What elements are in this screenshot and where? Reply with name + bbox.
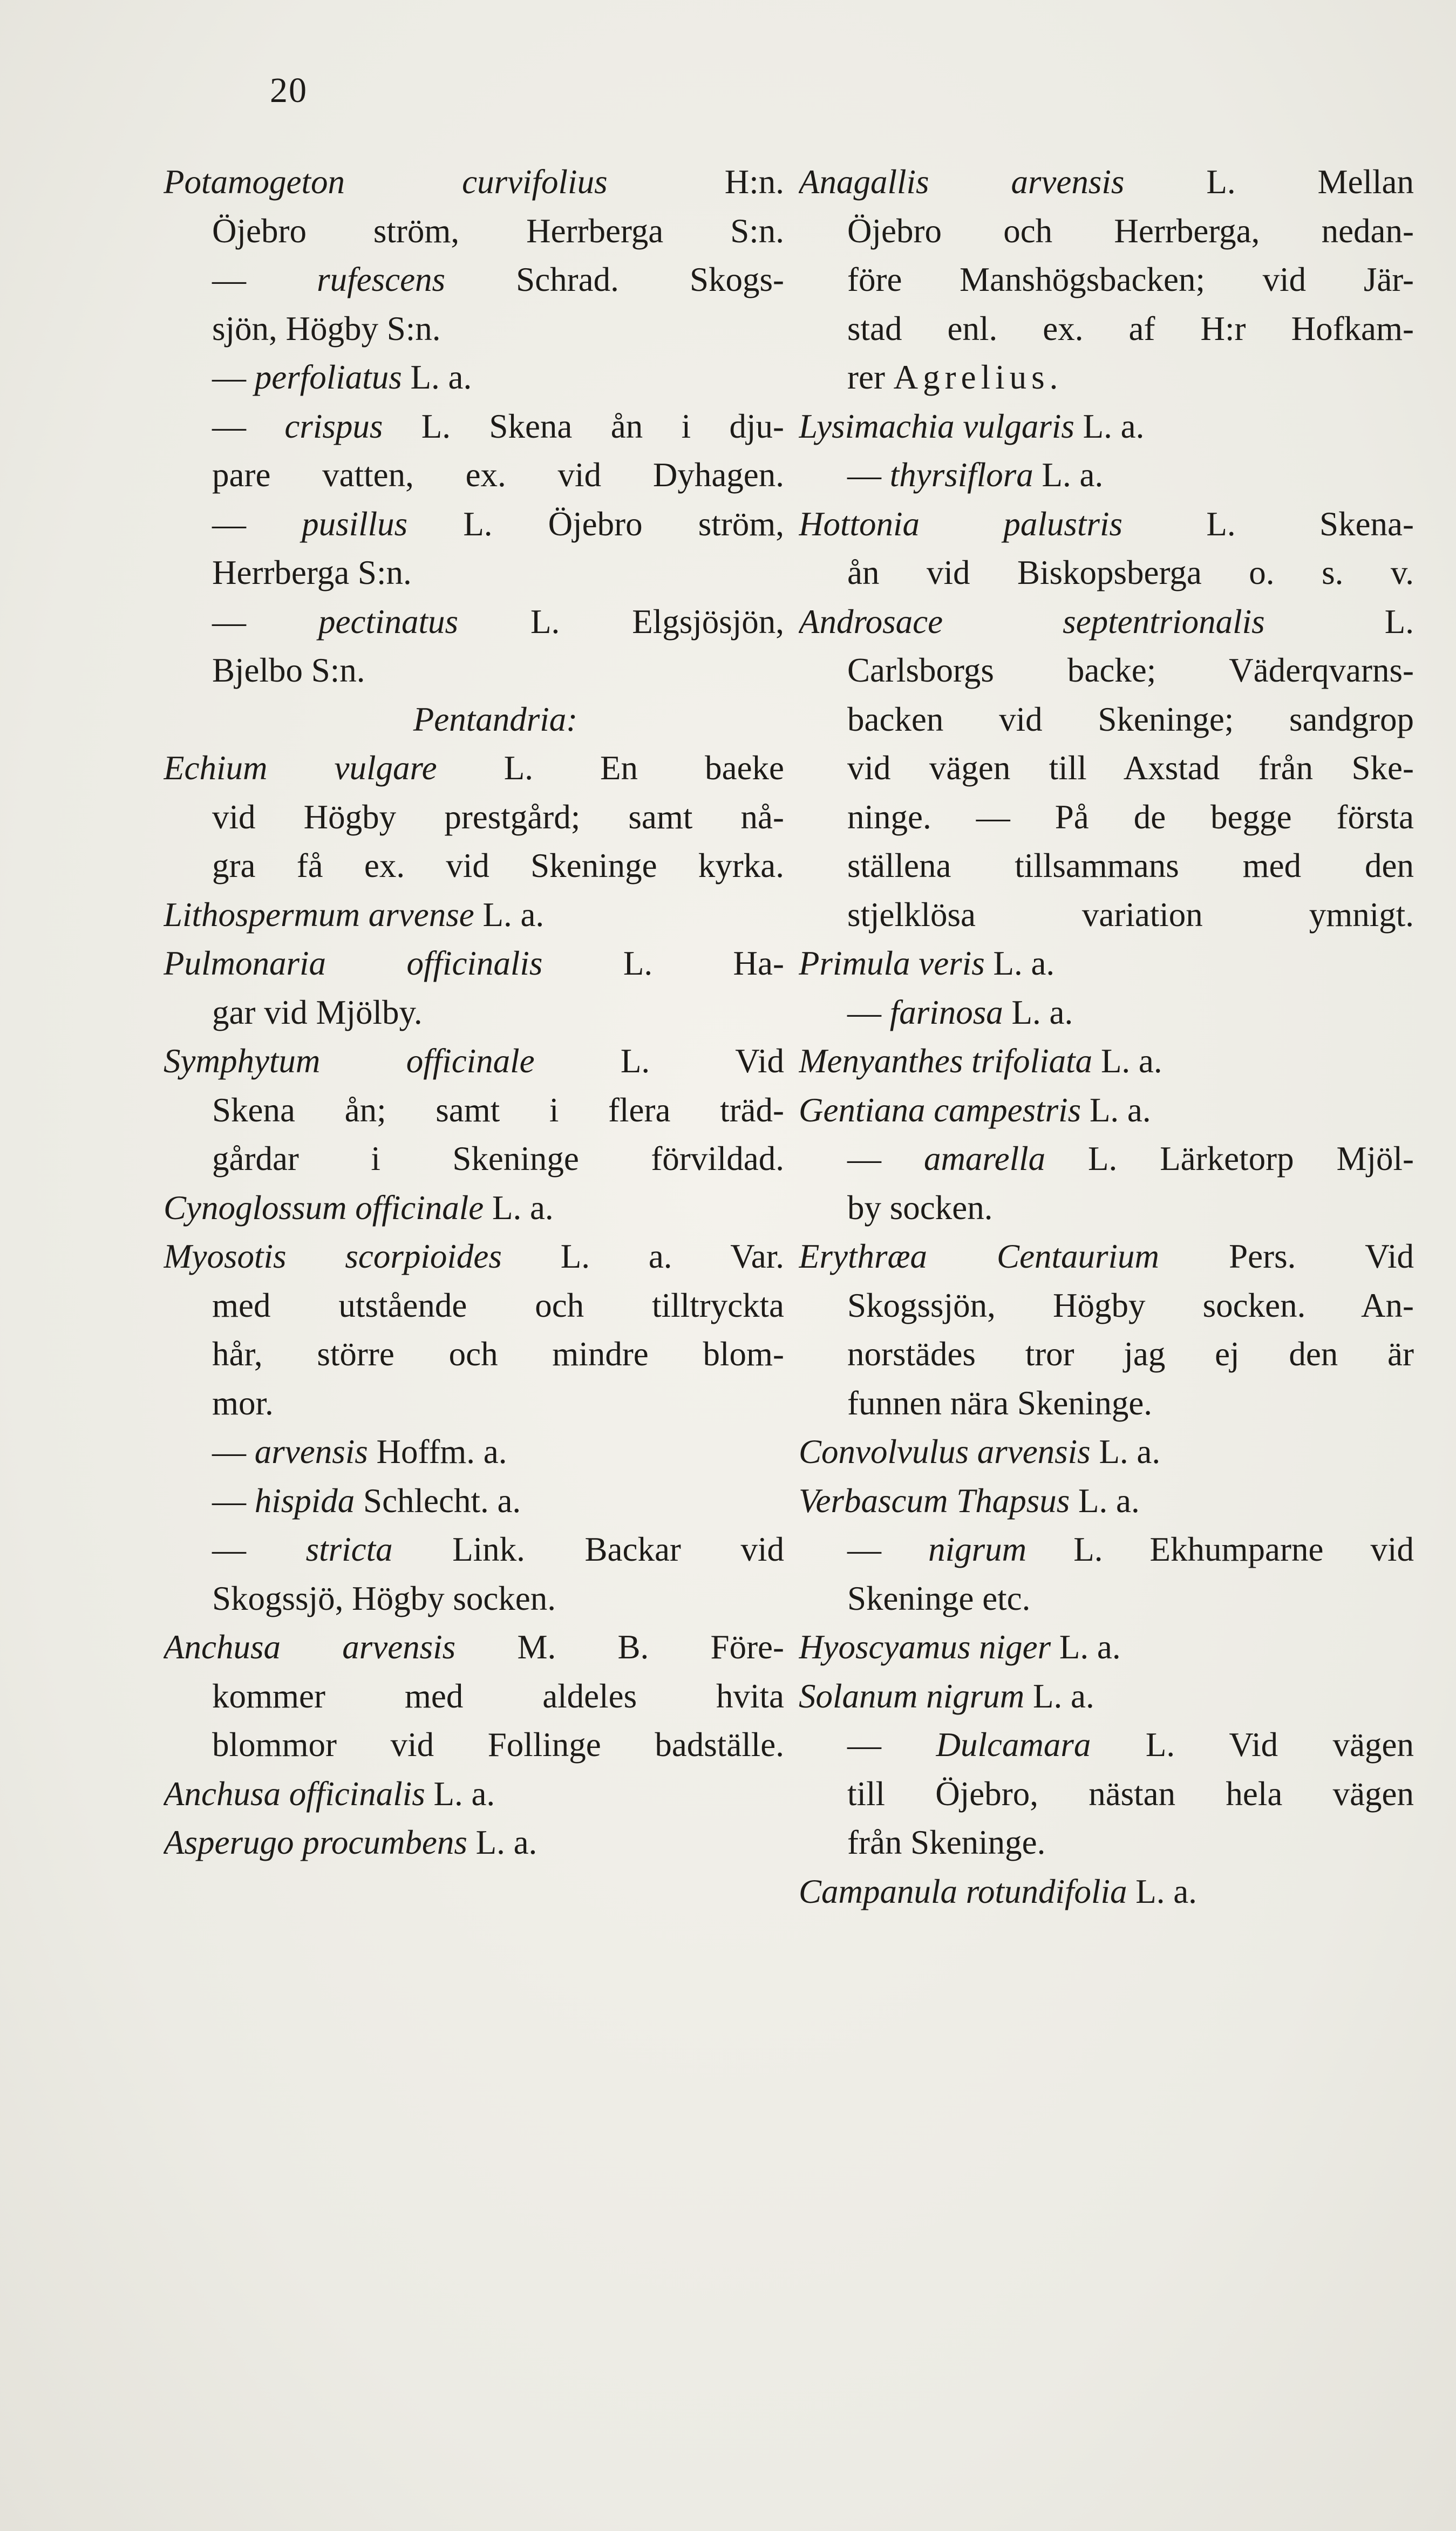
text-line [164,207,784,256]
line-text: — [847,1530,929,1568]
text-line [799,1770,1414,1819]
text-line [164,1525,784,1574]
text-line [164,548,784,597]
line-text: L. Öjebro ström, [407,505,784,543]
species-name: Hyoscyamus niger [799,1628,1051,1666]
line-text: stjelklösa variation ymnigt. [847,895,1414,934]
line-text: L. a. [1074,407,1145,445]
line-text: L. a. [425,1774,495,1813]
text-line [799,1525,1414,1574]
text-line [164,1037,784,1086]
line-text: L. Lärketorp Mjöl- [1045,1140,1414,1178]
species-name: Echium vulgare [164,749,437,787]
species-name: Anagallis arvensis [799,163,1125,201]
text-line [799,1134,1414,1183]
species-name: pusillus [302,505,408,543]
text-line [164,695,784,744]
text-line [799,207,1414,256]
text-line [799,1623,1414,1672]
line-text: — [212,505,302,543]
species-name: curvifolius [462,163,608,201]
species-name: Potamogeton [164,163,345,201]
text-line [164,353,784,402]
text-line [799,939,1414,988]
line-text: — [212,358,255,396]
species-name: Cynoglossum officinale [164,1188,484,1227]
line-text: backen vid Skeninge; sandgrop [847,700,1414,738]
line-text: Schlecht. a. [355,1481,521,1520]
text-line [164,1086,784,1135]
text-line [164,841,784,890]
line-text: L. a. [467,1824,538,1861]
text-line [164,1574,784,1623]
line-text: L. a. [1081,1091,1151,1129]
text-line [164,1770,784,1819]
text-line [799,988,1414,1037]
line-text: — [847,456,890,494]
line-text: kommer med aldeles hvita [212,1677,784,1715]
text-line [799,548,1414,597]
line-text: by socken. [847,1188,993,1227]
page-number: 20 [270,71,308,110]
text-line [164,1720,784,1770]
species-name: Lysimachia vulgaris [799,407,1074,445]
text-line [799,402,1414,451]
text-line [164,988,784,1037]
line-text: till Öjebro, nästan hela vägen [847,1774,1414,1813]
species-name: pectinatus [318,602,458,641]
line-text: L. a. [474,895,545,934]
line-text: L. a. [1051,1628,1121,1666]
line-text: — [847,993,890,1031]
text-line [799,1281,1414,1330]
line-text: L. Vid [534,1042,784,1080]
text-line [164,890,784,940]
text-line [799,255,1414,304]
text-line [164,1427,784,1477]
text-line [164,1818,784,1867]
text-line [799,1477,1414,1526]
text-line [799,646,1414,695]
text-line [164,1134,784,1183]
species-name: perfoliatus [254,358,402,396]
text-line [799,841,1414,890]
text-line [799,1720,1414,1770]
line-text: funnen nära Skeninge. [847,1384,1153,1422]
text-line [799,1232,1414,1281]
text-line [164,646,784,695]
species-name: Hottonia palustris [799,505,1122,543]
line-text: sjön, Högby S:n. [212,309,441,348]
text-line [799,1086,1414,1135]
line-text: M. B. Före- [455,1628,784,1666]
line-text: L. a. [1003,993,1073,1031]
line-text: rer [847,358,894,396]
text-line [164,1379,784,1428]
line-text: ån vid Biskopsberga o. s. v. [847,554,1414,591]
line-text: Skogssjön, Högby socken. An- [847,1286,1414,1324]
text-line [799,1818,1414,1867]
species-name: amarella [923,1140,1046,1178]
species-name: Anchusa officinalis [164,1774,425,1813]
text-line [164,402,784,451]
text-line [164,1330,784,1379]
species-name: Asperugo procumbens [164,1824,467,1861]
line-text: L. Mellan [1124,163,1414,201]
species-name: farinosa [889,993,1003,1031]
species-name: Erythræa Centaurium [799,1237,1160,1275]
text-line [799,353,1414,402]
text-line [799,1037,1414,1086]
line-text: med utstående och tilltryckta [212,1286,784,1324]
line-text: L. En baeke [437,749,784,787]
text-line [799,695,1414,744]
species-name: Symphytum officinale [164,1042,535,1080]
text-line [799,597,1414,647]
line-text: Öjebro ström, Herrberga S:n. [212,212,784,250]
line-text: L. a. [984,944,1055,982]
line-text: Skogssjö, Högby socken. [212,1579,556,1617]
line-text: — [212,1530,306,1568]
line-text: L. Skena- [1122,505,1414,543]
text-line [799,1330,1414,1379]
line-text: Herrberga S:n. [212,554,412,591]
text-line [164,1623,784,1672]
text-line [164,500,784,549]
text-line [799,158,1414,207]
line-text: Bjelbo S:n. [212,651,365,689]
line-text: L. a. [1090,1433,1161,1471]
line-text: från Skeninge. [847,1824,1046,1861]
species-name: Anchusa arvensis [164,1628,456,1666]
line-text: — [212,1481,255,1520]
line-text: L. a. [1127,1872,1197,1910]
text-line [164,1672,784,1721]
species-name: Menyanthes trifoliata [799,1042,1093,1080]
line-text: före Manshögsbacken; vid Jär- [847,261,1414,298]
text-line [164,1232,784,1281]
line-text: hår, större och mindre blom- [212,1335,784,1373]
line-text: — [212,602,319,641]
text-line [799,890,1414,940]
text-line [164,304,784,353]
text-line [799,1427,1414,1477]
species-name: Myosotis scorpioides [164,1237,502,1275]
species-name: hispida [254,1481,355,1520]
line-text: . [1049,358,1058,396]
line-text: mor. [212,1384,274,1422]
line-text: L. a. [1024,1677,1094,1715]
line-text: vid Högby prestgård; samt nå- [212,798,784,836]
species-name: nigrum [928,1530,1027,1568]
line-text: vid vägen till Axstad från Ske- [847,749,1414,787]
line-text: L. a. [484,1188,554,1227]
species-name: crispus [284,407,383,445]
species-name: Solanum nigrum [799,1677,1025,1715]
line-text: Carlsborgs backe; Väderqvarns- [847,651,1414,689]
line-text: Schrad. Skogs- [445,261,784,298]
line-text: L. Ha- [542,944,784,982]
text-line [164,793,784,842]
text-line [164,597,784,647]
species-name: Primula veris [799,944,985,982]
line-text: L. [1264,602,1414,641]
line-text: norstädes tror jag ej den är [847,1335,1414,1373]
line-text: Skeninge etc. [847,1579,1031,1617]
line-text: ninge. — På de begge första [847,798,1414,836]
text-line [164,1281,784,1330]
species-name: stricta [305,1530,393,1568]
line-text: gar vid Mjölby. [212,993,423,1031]
species-name: rufescens [317,261,446,298]
line-text: L. Skena ån i dju- [383,407,784,445]
right-column [799,158,1414,1916]
text-line [799,1672,1414,1721]
species-name: Dulcamara [936,1726,1091,1764]
line-text: Öjebro och Herrberga, nedan- [847,212,1414,250]
species-name: Pulmonaria officinalis [164,944,543,982]
line-text: Pers. Vid [1159,1237,1414,1275]
line-text: Skena ån; samt i flera träd- [212,1091,784,1129]
line-text: L. Ekhumparne vid [1026,1530,1414,1568]
species-name: arvensis [254,1433,368,1471]
line-text: H:n. [607,163,784,201]
line-text: L. a. [1070,1481,1140,1520]
text-line [799,500,1414,549]
line-text: — [212,261,317,298]
line-text: — [212,407,285,445]
line-text: L. a. [1033,456,1104,494]
text-line [164,744,784,793]
text-line [164,939,784,988]
line-text: L. a. [1092,1042,1162,1080]
line-text: L. Vid vägen [1091,1726,1414,1764]
line-text: Agrelius [893,358,1050,396]
species-name: thyrsiflora [889,456,1033,494]
line-text [345,163,462,201]
line-text: blommor vid Follinge badställe. [212,1726,784,1764]
species-name: Pentandria: [413,700,578,738]
line-text: — [212,1433,255,1471]
line-text: gårdar i Skeninge förvildad. [212,1140,784,1178]
line-text: Link. Backar vid [392,1530,784,1568]
species-name: Campanula rotundifolia [799,1872,1127,1910]
line-text: L. a. [402,358,472,396]
text-line [799,304,1414,353]
text-line [164,451,784,500]
species-name: Lithospermum arvense [164,895,474,934]
text-line [799,793,1414,842]
text-line [799,451,1414,500]
text-line [799,1574,1414,1623]
species-name: Verbascum Thapsus [799,1481,1070,1520]
line-text: L. Elgsjösjön, [458,602,784,641]
text-line [799,744,1414,793]
line-text: — [847,1726,936,1764]
text-line [799,1379,1414,1428]
left-column [164,158,784,1867]
text-line [164,255,784,304]
species-name: Convolvulus arvensis [799,1433,1091,1471]
line-text: stad enl. ex. af H:r Hofkam- [847,309,1414,348]
text-line [164,1477,784,1526]
line-text: Hoffm. a. [368,1433,507,1471]
line-text: gra få ex. vid Skeninge kyrka. [212,847,784,885]
text-line [164,1183,784,1233]
line-text: pare vatten, ex. vid Dyhagen. [212,456,784,494]
text-line [799,1867,1414,1916]
line-text: — [847,1140,924,1178]
species-name: Gentiana campestris [799,1091,1081,1129]
line-text: L. a. Var. [501,1237,784,1275]
text-line [799,1183,1414,1233]
species-name: Androsace septentrionalis [799,602,1265,641]
text-line [164,158,784,207]
line-text: ställena tillsammans med den [847,847,1414,885]
